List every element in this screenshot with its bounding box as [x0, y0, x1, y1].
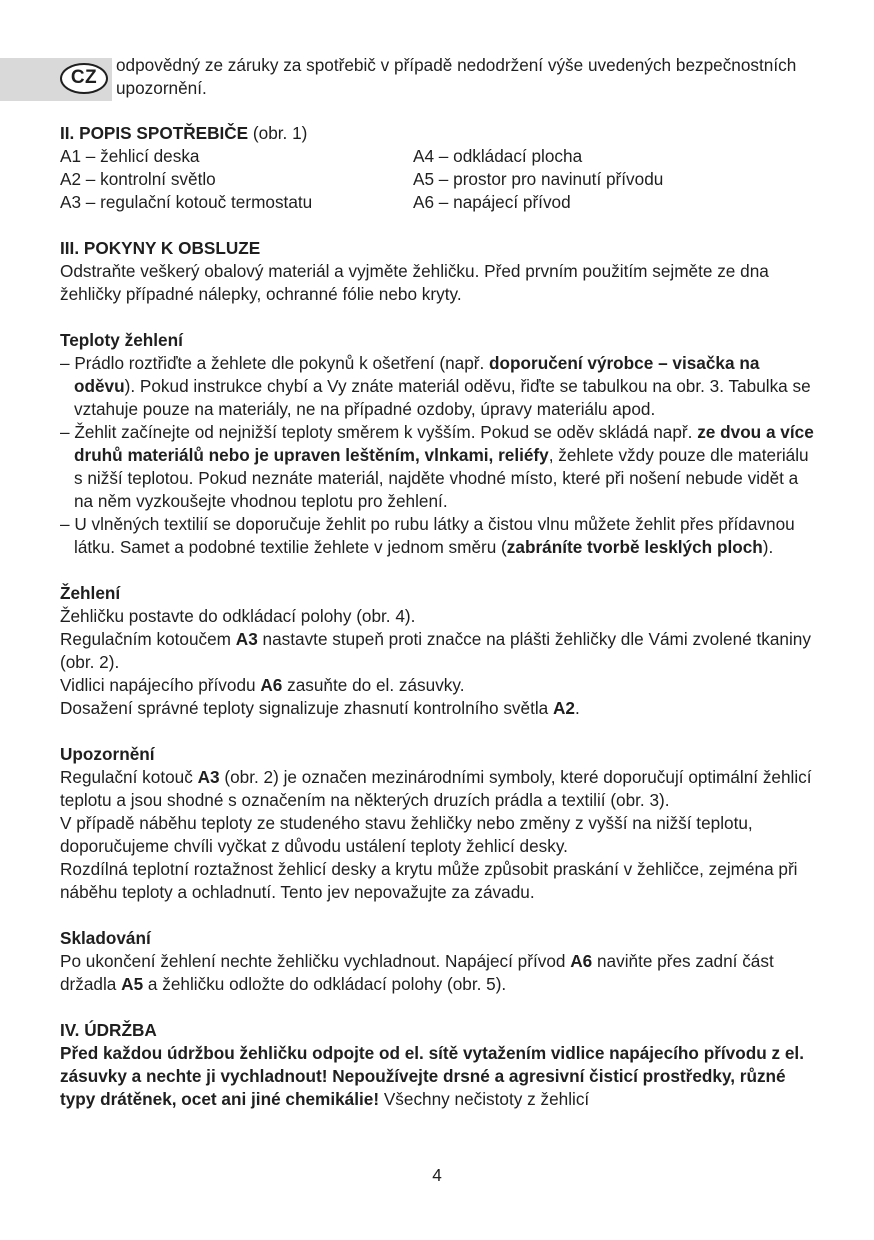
ironing-title: Žehlení: [60, 583, 121, 603]
temps-bullet-2: [60, 421, 820, 513]
text-run: Regulační kotouč: [60, 767, 198, 787]
part-item: A4 – odkládací plocha: [413, 146, 583, 166]
ironing-line-1: Žehličku postavte do odkládací polohy (obr. 4).: [60, 606, 416, 626]
content: [60, 122, 820, 1111]
maintenance-paragraph: [60, 1042, 820, 1111]
text-run: – Žehlit začínejte od nejnižší teploty směrem k vyšším. Pokud se oděv skládá např.: [60, 422, 698, 442]
maintenance-title: IV. ÚDRŽBA: [60, 1020, 157, 1040]
text-run: nastavte stupeň proti značce na plášti žehličky dle Vámi zvolené tkaniny (obr. 2).: [60, 629, 811, 672]
storage-title: Skladování: [60, 928, 151, 948]
instructions-title: III. POKYNY K OBSLUZE: [60, 238, 261, 258]
text-run: zasuňte do el. zásuvky.: [282, 675, 465, 695]
ironing-line-4: [60, 697, 820, 720]
bold-run: A3: [235, 629, 258, 649]
bold-run: A2: [553, 698, 575, 718]
warning-title: Upozornění: [60, 744, 155, 764]
bold-run: A3: [197, 767, 220, 787]
intro-paragraph: odpovědný ze záruky za spotřebič v případě nedodržení výše uvedených bezpečnostních upozornění.: [116, 55, 797, 98]
warning-paragraph-1: [60, 766, 820, 812]
temps-bullet-1: [60, 352, 820, 421]
text-run: Regulačním kotoučem: [60, 629, 236, 649]
text-run: – U vlněných textilií se doporučuje žehlit po rubu látky a čistou vlnu můžete žehlit přes přídavnou látku. Samet a podobné textilie žehlete v jednom směru (: [60, 514, 795, 557]
text-run: Po ukončení žehlení nechte žehličku vychladnout. Napájecí přívod: [60, 951, 571, 971]
bold-run: A6: [260, 675, 283, 695]
parts-column-right: [413, 145, 813, 214]
bold-run: doporučení výrobce – visačka na oděvu: [74, 353, 760, 396]
text-run: , žehlete vždy pouze dle materiálu s nižší teplotou. Pokud neznáte materiál, najděte vhodné místo, které při nošení nebude vidět a na něm vyzkoušejte vhodnou teplotu pro žehlení.: [74, 445, 809, 511]
language-badge: CZ: [60, 63, 108, 94]
text-run: ). Pokud instrukce chybí a Vy znáte materiál oděvu, řiďte se tabulkou na obr. 3. Tabulka se vztahuje pouze na materiály, ne na případné ozdoby, úpravy materiálu apod.: [74, 376, 811, 419]
part-item: A2 – kontrolní světlo: [60, 169, 216, 189]
storage-paragraph: [60, 950, 820, 996]
part-item: A3 – regulační kotouč termostatu: [60, 192, 313, 212]
temps-title: Teploty žehlení: [60, 330, 183, 350]
part-item: A1 – žehlicí deska: [60, 146, 200, 166]
text-run: Dosažení správné teploty signalizuje zhasnutí kontrolního světla: [60, 698, 553, 718]
bold-run: ze dvou a více druhů materiálů nebo je upraven leštěním, vlnkami, reliéfy: [74, 422, 814, 465]
text-run: – Prádlo roztřiďte a žehlete dle pokynů k ošetření (např.: [60, 353, 490, 373]
warning-paragraph-3: Rozdílná teplotní roztažnost žehlicí desky a krytu může způsobit praskání v žehličce, zejména při náběhu teploty a ochladnutí. Tento jev nepovažujte za závadu.: [60, 859, 798, 902]
part-item: A5 – prostor pro navinutí přívodu: [413, 169, 664, 189]
page-number: 4: [432, 1165, 442, 1185]
bold-run: Před každou údržbou žehličku odpojte od el. sítě vytažením vidlice napájecího přívodu z el. zásuvky a nechte ji vychladnout! Nepoužívejte drsné a agresivní čisticí prostředky, různé typy drátěnek, ocet ani jiné chemikálie!: [60, 1043, 804, 1109]
text-run: Vidlici napájecího přívodu: [60, 675, 261, 695]
temps-bullet-3: [60, 513, 820, 559]
text-run: Všechny nečistoty z žehlicí: [379, 1089, 590, 1109]
text-run: (obr. 2) je označen mezinárodními symboly, které doporučují optimální žehlicí teplotu a jsou shodné s označením na některých druzích prádla a textilií (obr. 3).: [60, 767, 812, 810]
warning-paragraph-2: V případě náběhu teploty ze studeného stavu žehličky nebo změny z vyšší na nižší teplotu, doporučujeme chvíli vyčkat z důvodu ustálení teploty žehlicí desky.: [60, 813, 753, 856]
description-ref: (obr. 1): [248, 123, 308, 143]
text-run: ).: [762, 537, 774, 557]
parts-list: [60, 145, 820, 214]
ironing-line-2: [60, 628, 820, 674]
text-run: .: [574, 698, 580, 718]
text-run: naviňte přes zadní část držadla: [60, 951, 774, 994]
parts-column-left: [60, 145, 413, 214]
bold-run: zabráníte tvorbě lesklých ploch: [506, 537, 763, 557]
bold-run: A5: [121, 974, 144, 994]
part-item: A6 – napájecí přívod: [413, 192, 571, 212]
ironing-line-3: [60, 674, 820, 697]
instructions-text: Odstraňte veškerý obalový materiál a vyjměte žehličku. Před prvním použitím sejměte ze dna žehličky případné nálepky, ochranné fólie nebo kryty.: [60, 261, 769, 304]
text-run: a žehličku odložte do odkládací polohy (obr. 5).: [143, 974, 507, 994]
bold-run: A6: [570, 951, 593, 971]
description-heading: [60, 122, 820, 145]
description-title: II. POPIS SPOTŘEBIČE: [60, 123, 249, 143]
